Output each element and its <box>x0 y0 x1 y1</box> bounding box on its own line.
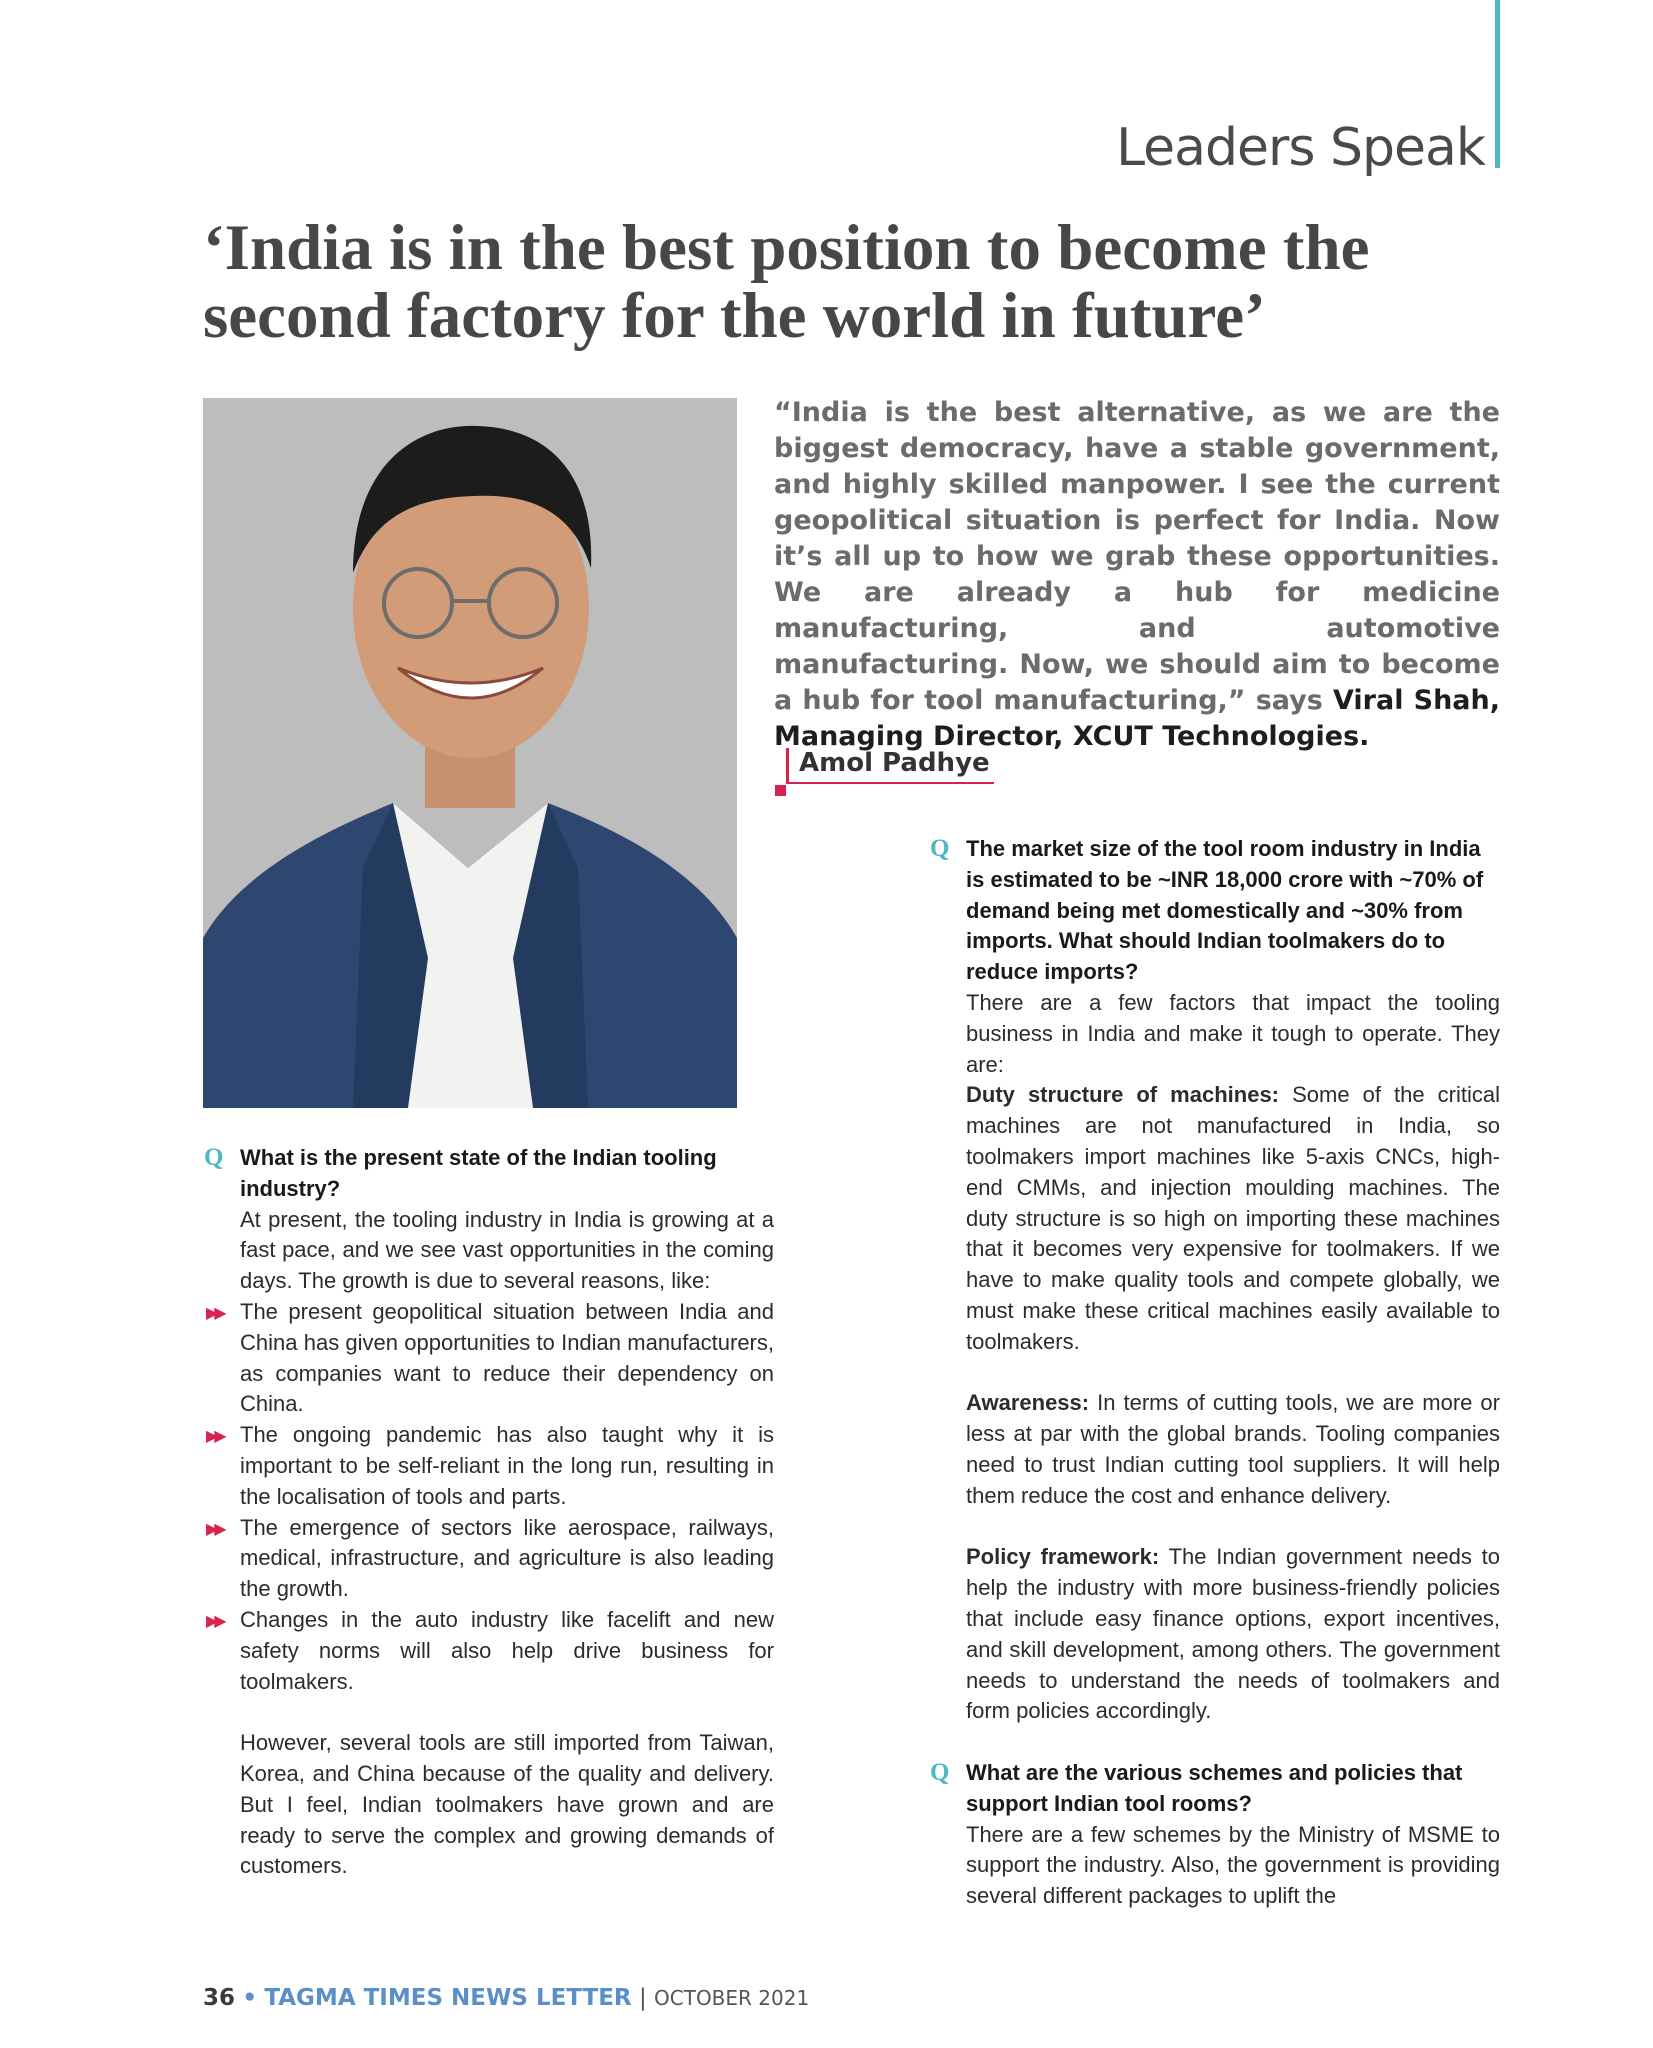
answer-1-closing: However, several tools are still imported from Taiwan, Korea, and China because of the quality and delivery. But I feel, Indian toolmakers have grown and are ready to serve the complex and growing demands of customers. <box>240 1730 774 1879</box>
answer-3: There are a few schemes by the Ministry of MSME to support the industry. Also, the government is providing several different packages to uplift the <box>966 1821 1500 1909</box>
issue-month: OCTOBER 2021 <box>654 1986 810 2010</box>
duty-structure-paragraph: Duty structure of machines: Some of the critical machines are not manufactured in India, so toolmakers import machines like 5-axis CNCs, high-end CMMs, and injection moulding machines. The duty structure is so high on importing these machines that it becomes very expensive for toolmakers. If we have to make quality tools and compete globally, we must make these critical machines easily available to toolmakers. <box>966 1082 1500 1354</box>
question-mark-icon: Q <box>930 1758 950 1786</box>
policy-framework-label: Policy framework: <box>966 1544 1160 1570</box>
answer-1-intro: At present, the tooling industry in India is growing at a fast pace, and we see vast opportunities in the coming days. The growth is due to several reasons, like: <box>240 1206 774 1294</box>
left-column <box>204 1143 774 1882</box>
byline-marker <box>775 785 786 796</box>
awareness-label: Awareness: <box>966 1390 1090 1416</box>
bullet-item <box>206 1513 774 1605</box>
right-column <box>930 834 1501 1912</box>
bullet-text: Changes in the auto industry like facelift and new safety norms will also help drive business for toolmakers. <box>240 1606 774 1694</box>
footer-dot: • <box>242 1985 258 2011</box>
question-3-text: What are the various schemes and policies that support Indian tool rooms? <box>966 1759 1463 1816</box>
answer-2-intro: There are a few factors that impact the tooling business in India and make it tough to operate. They are: <box>966 989 1500 1077</box>
bullet-text: The emergence of sectors like aerospace, railways, medical, infrastructure, and agriculture is also leading the growth. <box>240 1514 774 1602</box>
article-headline: ‘India is in the best position to become the second factory for the world in future’ <box>203 212 1370 352</box>
question-1-text: What is the present state of the Indian tooling industry? <box>240 1145 717 1201</box>
double-arrow-icon: ▶▶ <box>206 1428 223 1446</box>
bullet-item <box>206 1420 774 1512</box>
question-3 <box>930 1758 1500 1820</box>
author-byline: Amol Padhye <box>786 748 994 784</box>
lead-quote: “India is the best alternative, as we are the biggest democracy, have a stable government, and highly skilled manpower. I see the current geopolitical situation is perfect for India. Now it’s all up to how we grab these opportunities. We are already a hub for medicine manufacturing, and automotive manufacturing. Now, we should aim to become a hub for tool manufacturing,” says <box>774 397 1500 716</box>
bullet-item <box>206 1605 774 1697</box>
header-accent-rule <box>1495 0 1500 168</box>
duty-structure-label: Duty structure of machines: <box>966 1082 1280 1108</box>
bullet-item <box>206 1297 774 1420</box>
awareness-paragraph: Awareness: In terms of cutting tools, we are more or less at par with the global brands. Tooling companies need to trust Indian cutting tool suppliers. It will help them reduce the cost and enhance delivery. <box>966 1390 1500 1508</box>
portrait-photo <box>203 398 737 1108</box>
double-arrow-icon: ▶▶ <box>206 1520 223 1538</box>
question-2 <box>930 834 1500 988</box>
bullet-text: The ongoing pandemic has also taught why it is important to be self-reliant in the long run, resulting in the localisation of tools and parts. <box>240 1422 774 1509</box>
question-1 <box>204 1143 774 1205</box>
page-footer <box>203 1985 809 2011</box>
lead-paragraph <box>774 395 1500 755</box>
page-number: 36 <box>203 1985 236 2011</box>
double-arrow-icon: ▶▶ <box>206 1304 223 1322</box>
double-arrow-icon: ▶▶ <box>206 1612 223 1630</box>
section-title: Leaders Speak <box>1116 118 1485 178</box>
bullet-text: The present geopolitical situation between India and China has given opportunities to Indian manufacturers, as companies want to reduce their dependency on China. <box>240 1298 774 1417</box>
publication-name: TAGMA TIMES NEWS LETTER <box>264 1985 632 2011</box>
footer-separator: | <box>638 1985 647 2011</box>
lead-speaker: Viral Shah, Managing Director, XCUT Technologies. <box>774 685 1500 752</box>
question-mark-icon: Q <box>204 1144 224 1171</box>
question-mark-icon: Q <box>930 835 950 862</box>
question-2-text: The market size of the tool room industry in India is estimated to be ~INR 18,000 crore with ~70% of demand being met domestically and ~30% from imports. What should Indian toolmakers do to reduce imports? <box>966 836 1484 985</box>
policy-framework-paragraph: Policy framework: The Indian government needs to help the industry with more business-friendly policies that include easy finance options, export incentives, and skill development, among others. The government needs to understand the needs of toolmakers and form policies accordingly. <box>966 1544 1501 1724</box>
